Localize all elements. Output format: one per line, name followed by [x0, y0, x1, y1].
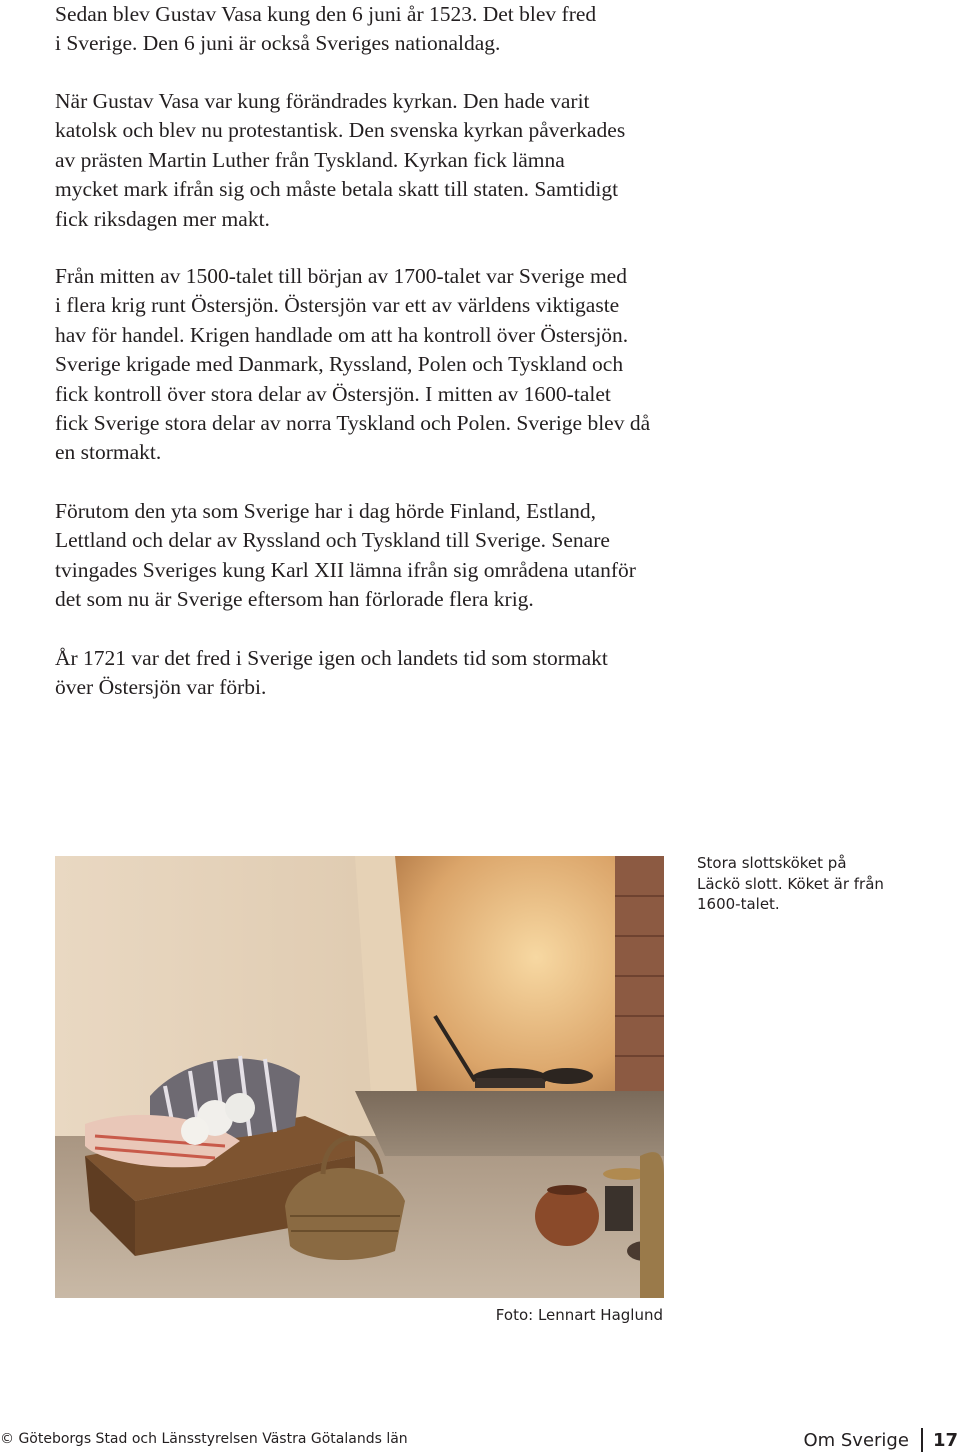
caption-line: Läckö slott. Köket är från: [697, 874, 884, 893]
text-line: över Östersjön var förbi.: [55, 675, 267, 700]
text-line: tvingades Sveriges kung Karl XII lämna ifrån sig områdena utanför: [55, 557, 636, 582]
paragraph: [55, 644, 608, 703]
footer-page-info: [803, 1427, 960, 1453]
paragraph: [55, 87, 625, 234]
footer-copyright: © Göteborgs Stad och Länsstyrelsen Västra Götalands län: [0, 1431, 408, 1447]
page-number: 17: [932, 1429, 958, 1451]
text-line: av prästen Martin Luther från Tyskland. Kyrkan fick lämna: [55, 147, 565, 172]
text-line: År 1721 var det fred i Sverige igen och landets tid som stormakt: [55, 646, 608, 670]
text-line: hav för handel. Krigen handlade om att ha kontroll över Östersjön.: [55, 322, 629, 347]
text-line: Förutom den yta som Sverige har i dag hörde Finland, Estland,: [55, 499, 596, 523]
text-line: Lettland och delar av Ryssland och Tyskland till Sverige. Senare: [55, 528, 610, 553]
text-line: mycket mark ifrån sig och måste betala skatt till staten. Samtidigt: [55, 177, 619, 202]
footer-divider: [921, 1428, 923, 1452]
text-line: katolsk och blev nu protestantisk. Den svenska kyrkan påverkades: [55, 118, 626, 143]
publication-title: Om Sverige: [803, 1429, 909, 1451]
caption-line: Stora slottsköket på: [697, 854, 847, 872]
photo-credit: Foto: Lennart Haglund: [495, 1306, 663, 1324]
photo-caption: [697, 853, 884, 915]
text-line: fick Sverige stora delar av norra Tyskland och Polen. Sverige blev då: [55, 411, 651, 436]
text-line: det som nu är Sverige eftersom han förlorade flera krig.: [55, 587, 534, 612]
paragraph: [55, 0, 596, 59]
text-line: Sverige krigade med Danmark, Ryssland, Polen och Tyskland och: [55, 352, 624, 377]
paragraph: [55, 262, 650, 468]
text-line: fick riksdagen mer makt.: [55, 206, 270, 231]
text-line: en stormakt.: [55, 440, 162, 465]
text-line: Sedan blev Gustav Vasa kung den 6 juni år 1523. Det blev fred: [55, 2, 597, 26]
text-line: När Gustav Vasa var kung förändrades kyrkan. Den hade varit: [55, 89, 590, 113]
text-line: Från mitten av 1500-talet till början av 1700-talet var Sverige med: [55, 264, 627, 288]
kitchen-photo: [55, 856, 664, 1298]
paragraph: [55, 497, 636, 615]
text-line: i flera krig runt Östersjön. Östersjön var ett av världens viktigaste: [55, 293, 620, 318]
text-line: i Sverige. Den 6 juni är också Sveriges nationaldag.: [55, 31, 501, 56]
caption-line: 1600-talet.: [697, 895, 780, 913]
text-line: fick kontroll över stora delar av Östersjön. I mitten av 1600-talet: [55, 381, 611, 406]
